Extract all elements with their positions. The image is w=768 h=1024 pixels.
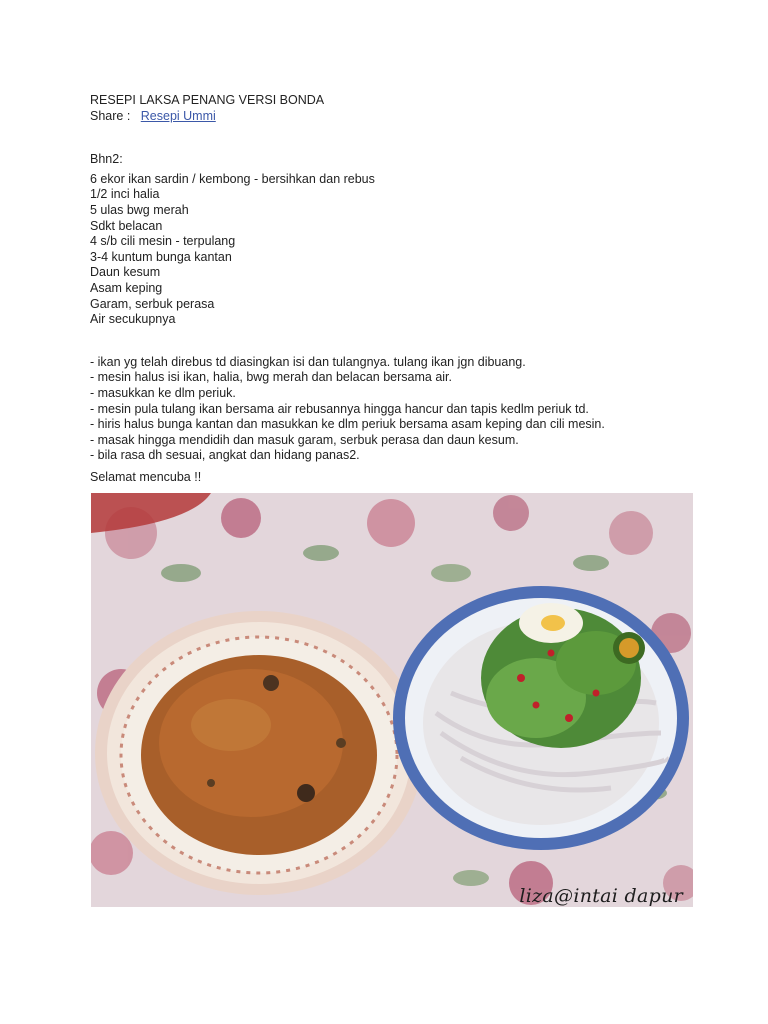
share-row — [90, 109, 710, 125]
ingredient-item: Sdkt belacan — [90, 218, 163, 233]
method-step: - masukkan ke dlm periuk. — [90, 385, 236, 400]
ingredient-item: Air secukupnya — [90, 312, 176, 327]
noodle-plate — [393, 586, 689, 850]
ingredient-item: 3-4 kuntum bunga kantan — [90, 249, 232, 264]
method-step: - ikan yg telah direbus td diasingkan isi dan tulangnya. tulang ikan jgn dibuang. — [90, 354, 526, 369]
ingredient-item: 6 ekor ikan sardin / kembong - bersihkan dan rebus — [90, 171, 375, 186]
soup-bowl — [95, 611, 423, 895]
dish-photo — [91, 493, 693, 907]
photo-watermark: liza@intai dapur — [519, 885, 683, 907]
ingredient-item: 1/2 inci halia — [90, 187, 160, 202]
method-step: - mesin halus isi ikan, halia, bwg merah dan belacan bersama air. — [90, 370, 452, 385]
method-step: - bila rasa dh sesuai, angkat dan hidang panas2. — [90, 448, 360, 463]
ingredients-heading: Bhn2: — [90, 152, 123, 167]
method-step: - masak hingga mendidih dan masuk garam, serbuk perasa dan daun kesum. — [90, 432, 519, 447]
ingredient-item: Asam keping — [90, 280, 163, 295]
ingredient-item: Daun kesum — [90, 265, 161, 280]
ingredient-item: 5 ulas bwg merah — [90, 202, 189, 217]
closing-text: Selamat mencuba !! — [90, 469, 202, 484]
ingredient-item: Garam, serbuk perasa — [90, 296, 215, 311]
dish-photo-illustration — [91, 493, 693, 907]
recipe-content — [90, 93, 710, 485]
recipe-title: RESEPI LAKSA PENANG VERSI BONDA — [90, 93, 325, 107]
method-step: - mesin pula tulang ikan bersama air rebusannya hingga hancur dan tapis kedlm periuk td. — [90, 401, 589, 416]
method-step: - hiris halus bunga kantan dan masukkan ke dlm periuk bersama asam keping dan cili mesin. — [90, 417, 605, 432]
ingredients-list — [90, 172, 710, 328]
share-link[interactable]: Resepi Ummi — [140, 108, 216, 123]
share-label: Share : — [90, 108, 131, 123]
ingredient-item: 4 s/b cili mesin - terpulang — [90, 234, 236, 249]
method-steps — [90, 355, 710, 464]
